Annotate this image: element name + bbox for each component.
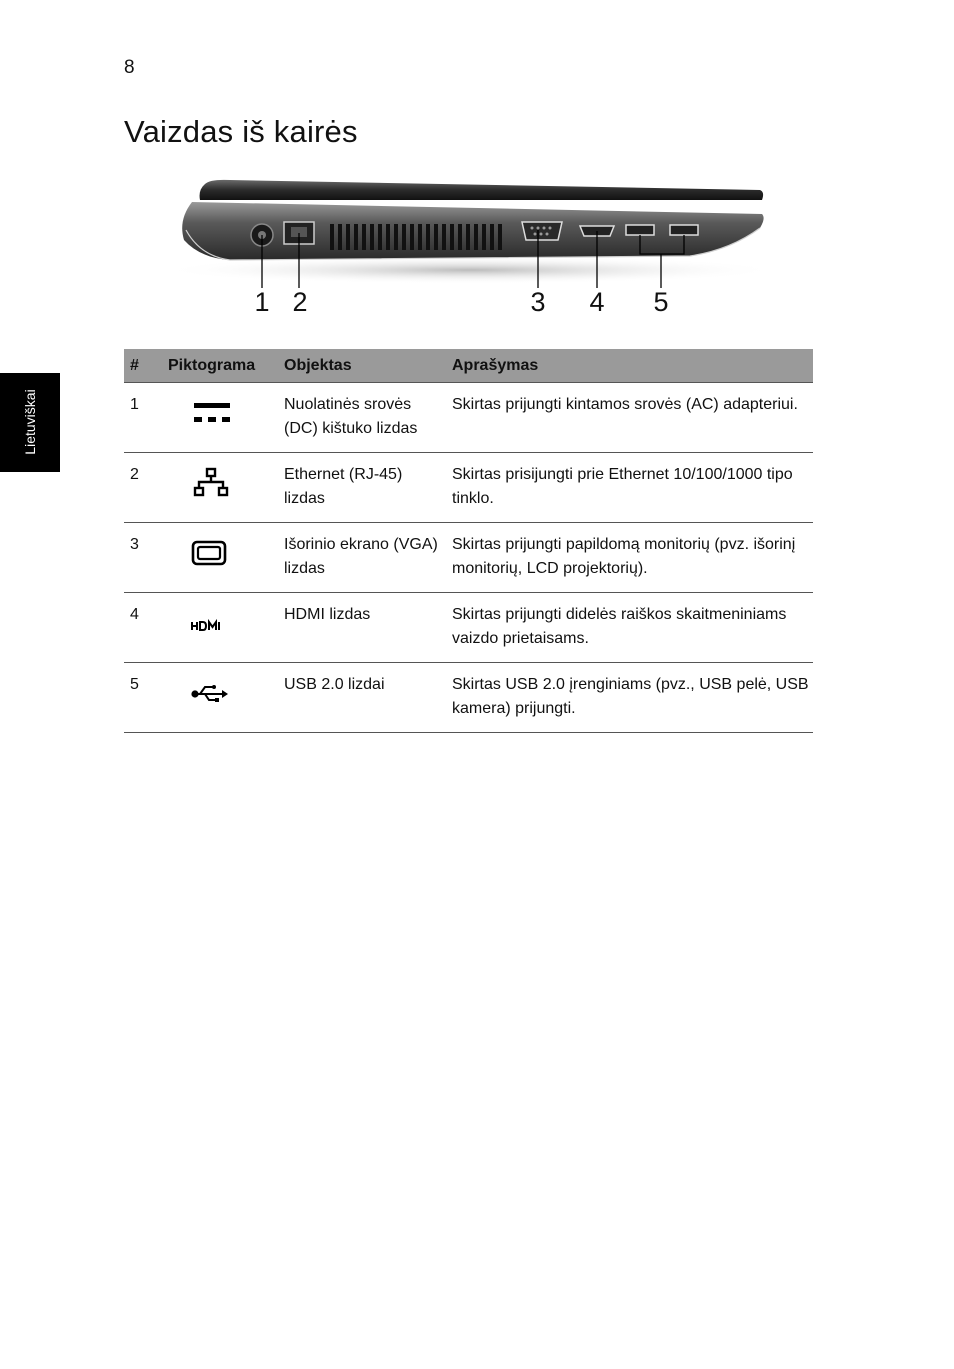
- callout-5: 5: [653, 287, 669, 317]
- callout-2: 2: [292, 287, 308, 317]
- hdmi-icon: [174, 603, 234, 643]
- table-row: [124, 663, 813, 733]
- page-number: 8: [124, 57, 135, 78]
- row-description: Skirtas prijungti kintamos srovės (AC) adapteriui.: [448, 383, 813, 453]
- row-object: HDMI lizdas: [280, 593, 448, 663]
- page-title: Vaizdas iš kairės: [124, 114, 358, 149]
- dc-power-icon: [174, 393, 234, 433]
- header-description: Aprašymas: [448, 349, 813, 383]
- table-header-row: [124, 349, 813, 383]
- header-icon: Piktograma: [164, 349, 280, 383]
- vga-icon: [174, 533, 234, 573]
- row-object: Nuolatinės srovės (DC) kištuko lizdas: [280, 383, 448, 453]
- row-description: Skirtas USB 2.0 įrenginiams (pvz., USB pelė, USB kamera) prijungti.: [448, 663, 813, 733]
- row-number: 5: [124, 663, 164, 733]
- row-object: Išorinio ekrano (VGA) lizdas: [280, 523, 448, 593]
- usb-icon: [174, 673, 234, 713]
- row-object: Ethernet (RJ-45) lizdas: [280, 453, 448, 523]
- row-number: 2: [124, 453, 164, 523]
- callout-3: 3: [530, 287, 546, 317]
- callout-1: 1: [254, 287, 270, 317]
- table-row: [124, 453, 813, 523]
- table-row: [124, 593, 813, 663]
- row-object: USB 2.0 lizdai: [280, 663, 448, 733]
- ethernet-icon: [174, 463, 234, 503]
- callout-4: 4: [589, 287, 605, 317]
- row-description: Skirtas prisijungti prie Ethernet 10/100/1000 tipo tinklo.: [448, 453, 813, 523]
- row-number: 3: [124, 523, 164, 593]
- header-number: #: [124, 349, 164, 383]
- row-description: Skirtas prijungti didelės raiškos skaitmeniniams vaizdo prietaisams.: [448, 593, 813, 663]
- header-object: Objektas: [280, 349, 448, 383]
- table-row: [124, 523, 813, 593]
- language-side-tab-label: Lietuviškai: [22, 389, 38, 455]
- table-row: [124, 383, 813, 453]
- ports-table: [124, 349, 813, 733]
- row-number: 4: [124, 593, 164, 663]
- row-number: 1: [124, 383, 164, 453]
- row-description: Skirtas prijungti papildomą monitorių (pvz. išorinį monitorių, LCD projektorių).: [448, 523, 813, 593]
- language-side-tab: [0, 373, 60, 472]
